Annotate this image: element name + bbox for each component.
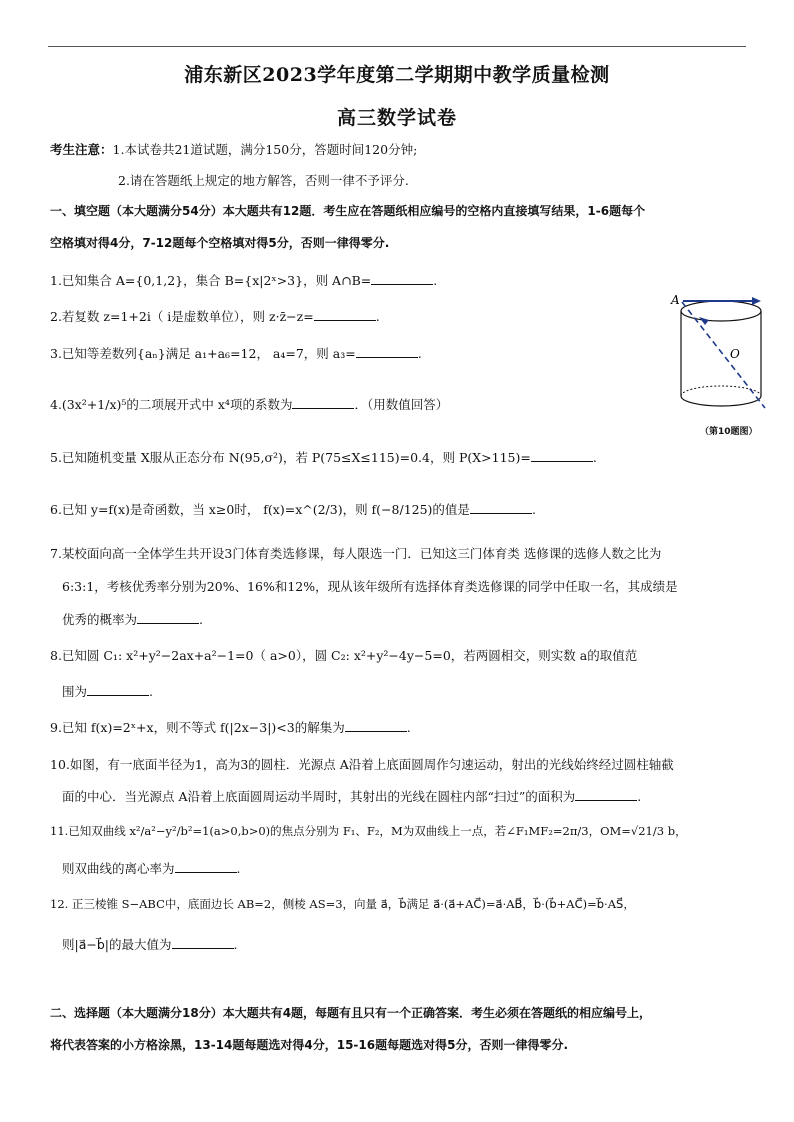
question-1-text: 1.已知集合 A={0,1,2}，集合 B={x|2ˣ>3}，则 A∩B= xyxy=(50,273,372,288)
answer-blank xyxy=(470,501,532,514)
answer-blank xyxy=(87,683,149,696)
question-10-line-1: 10.如图，有一底面半径为1，高为3的圆柱．光源点 A沿着上底面圆周作匀速运动，射出的光线始终经过圆柱轴截 xyxy=(50,757,674,772)
exam-title: 浦东新区2023学年度第二学期期中教学质量检测 xyxy=(184,64,610,86)
exam-subtitle: 高三数学试卷 xyxy=(336,107,457,129)
question-3-text: 3.已知等差数列{aₙ}满足 a₁+a₆=12， a₄=7，则 a₃= xyxy=(50,346,356,361)
light-ray-dashed xyxy=(682,302,765,408)
question-11-line-2: 则双曲线的离心率为 . xyxy=(62,861,241,876)
answer-blank xyxy=(371,272,433,285)
question-4 xyxy=(50,396,448,413)
question-8-text-2: 围为 xyxy=(62,684,88,699)
question-7-line-3: 优秀的概率为 . xyxy=(62,612,203,627)
cylinder-bottom-back xyxy=(681,386,761,396)
question-12-line-1: 12. 正三棱锥 S−ABC中，底面边长 AB=2，侧棱 AS=3，向量 a⃗，b⃗满足 a⃗·(a⃗+AC⃗)=a⃗·AB⃗，b⃗·(b⃗+AC⃗)=b⃗·AS⃗， xyxy=(50,897,635,911)
section2-heading-1: 二、选择题（本大题满分18分）本大题共有4题，每题有且只有一个正确答案．考生必须在答题纸的相应编号上， xyxy=(50,1006,652,1020)
ray-arrowhead-icon xyxy=(699,317,709,325)
question-6: 6.已知 y=f(x)是奇函数，当 x≥0时， f(x)=x^(2/3)，则 f(−8/125)的值是 . xyxy=(50,502,536,517)
figure-caption: （第10题图） xyxy=(700,427,758,437)
cylinder-figure xyxy=(665,290,777,420)
notice-line-2: 2.请在答题纸上规定的地方解答，否则一律不予评分. xyxy=(118,173,409,188)
question-5: 5.已知随机变量 X服从正态分布 N(95,σ²)，若 P(75≤X≤115)=0.4，则 P(X>115)= . xyxy=(50,450,597,465)
answer-blank xyxy=(345,719,407,732)
question-2: 2.若复数 z=1+2i（ i是虚数单位），则 z·z̄−z= . xyxy=(50,309,380,324)
question-3: 3.已知等差数列{aₙ}满足 a₁+a₆=12， a₄=7，则 a₃= . xyxy=(50,346,422,361)
question-4-tail: ．（用数值回答） xyxy=(354,397,449,412)
question-12-line-2: 则|a⃗−b⃗|的最大值为 . xyxy=(62,937,238,952)
point-a-label: A xyxy=(671,293,680,307)
header-rule xyxy=(48,46,746,47)
question-10-text-2: 面的中心．当光源点 A沿着上底面圆周运动半周时，其射出的光线在圆柱内部“扫过”的面积为 xyxy=(62,789,576,804)
question-5-text: 5.已知随机变量 X服从正态分布 N(95,σ²)，若 P(75≤X≤115)=0.4，则 P(X>115)= xyxy=(50,450,531,465)
answer-blank xyxy=(175,860,237,873)
answer-blank xyxy=(292,396,354,409)
question-11-line-1: 11.已知双曲线 x²/a²−y²/b²=1(a>0,b>0)的焦点分别为 F₁、F₂，M为双曲线上一点，若∠F₁MF₂=2π/3，OM=√21/3 b， xyxy=(50,824,687,838)
question-8-line-1: 8.已知圆 C₁: x²+y²−2ax+a²−1=0（ a>0），圆 C₂: x²+y²−4y−5=0，若两圆相交，则实数 a的取值范 xyxy=(50,648,638,663)
question-4-expression: 4.(3x²+1/x)⁵ xyxy=(50,397,127,412)
answer-blank xyxy=(172,936,234,949)
answer-blank xyxy=(137,611,199,624)
question-9-text: 9.已知 f(x)=2ˣ+x，则不等式 f(|2x−3|)<3的解集为 xyxy=(50,720,345,735)
question-7-line-2: 6:3:1，考核优秀率分别为20%、16%和12%，现从该年级所有选择体育类选修课的同学中任取一名，其成绩是 xyxy=(62,579,678,594)
question-9: 9.已知 f(x)=2ˣ+x，则不等式 f(|2x−3|)<3的解集为 . xyxy=(50,720,411,735)
section1-heading-1: 一、填空题（本大题满分54分）本大题共有12题．考生应在答题纸相应编号的空格内直接填写结果，1-6题每个 xyxy=(50,204,646,218)
notice-text-1: 1.本试卷共21道试题，满分150分，答题时间120分钟; xyxy=(112,142,418,157)
notice-label: 考生注意： xyxy=(50,142,113,157)
answer-blank xyxy=(314,308,376,321)
section1-heading-2: 空格填对得4分，7-12题每个空格填对得5分，否则一律得零分. xyxy=(50,236,390,250)
point-o-label: O xyxy=(730,347,740,361)
question-6-text: 6.已知 y=f(x)是奇函数，当 x≥0时， f(x)=x^(2/3)，则 f(−8/125)的值是 xyxy=(50,502,470,517)
question-12-text-2: 则|a⃗−b⃗|的最大值为 xyxy=(62,937,172,952)
question-7-text-3: 优秀的概率为 xyxy=(62,612,138,627)
top-arrowhead-icon xyxy=(752,297,761,305)
question-7-line-1: 7.某校面向高一全体学生共开设3门体育类选修课，每人限选一门．已知这三门体育类 选修课的选修人数之比为 xyxy=(50,546,662,561)
question-11-text-2: 则双曲线的离心率为 xyxy=(62,861,175,876)
question-10-line-2: 面的中心．当光源点 A沿着上底面圆周运动半周时，其射出的光线在圆柱内部“扫过”的面积为 . xyxy=(62,789,642,804)
question-2-text: 2.若复数 z=1+2i（ i是虚数单位），则 z·z̄−z= xyxy=(50,309,314,324)
section2-heading-2: 将代表答案的小方格涂黑，13-14题每题选对得4分，15-16题每题选对得5分，否则一律得零分. xyxy=(50,1038,569,1052)
question-8-line-2: 围为 . xyxy=(62,684,153,699)
answer-blank xyxy=(531,449,593,462)
notice-line-1 xyxy=(50,142,417,158)
cylinder-bottom-front xyxy=(681,396,761,406)
question-4-text: 的二项展开式中 x⁴项的系数为 xyxy=(126,397,293,412)
question-1: 1.已知集合 A={0,1,2}，集合 B={x|2ˣ>3}，则 A∩B= . xyxy=(50,273,438,288)
answer-blank xyxy=(575,788,637,801)
answer-blank xyxy=(356,345,418,358)
cylinder-top-ellipse xyxy=(681,301,761,321)
